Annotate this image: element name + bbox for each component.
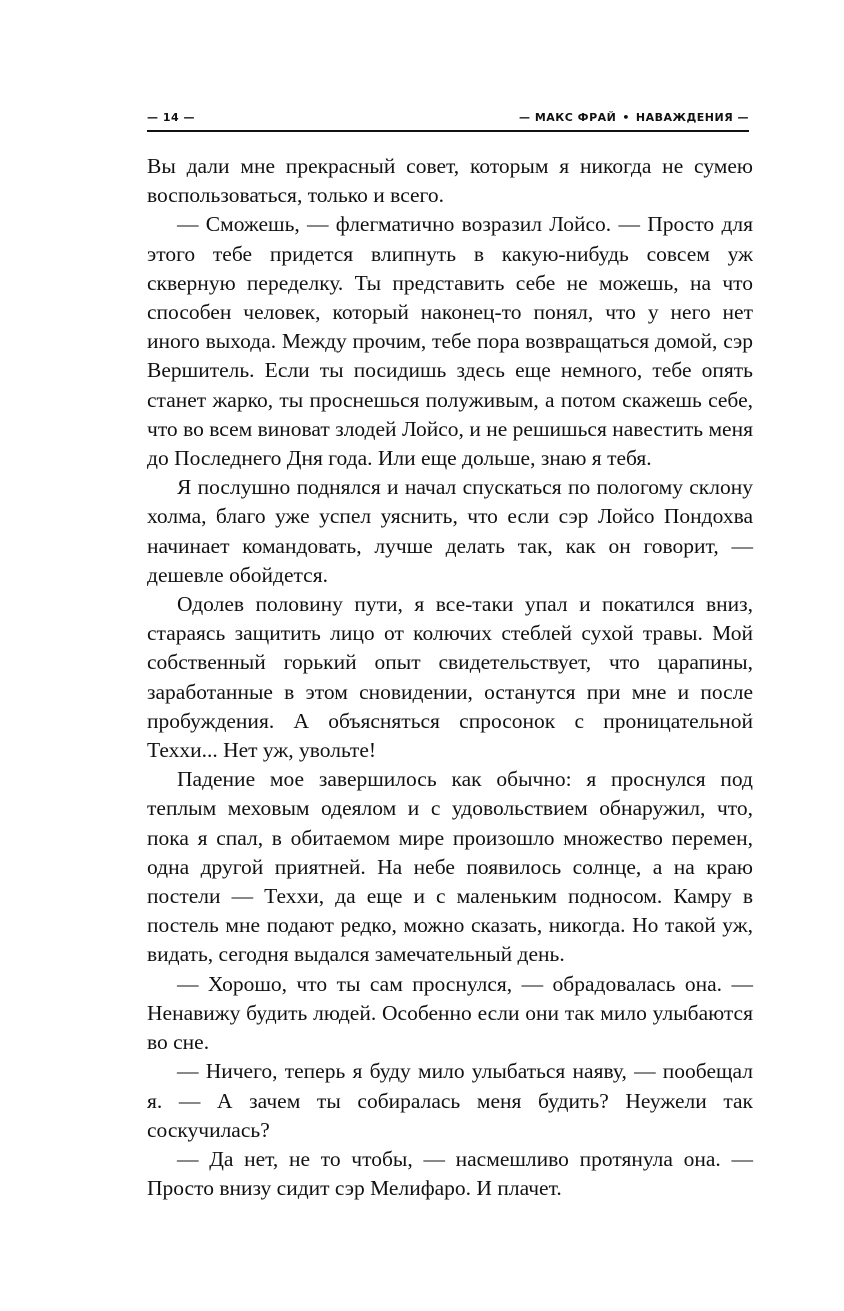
paragraph: Падение мое завершилось как обычно: я проснулся под теплым меховым одеялом и с удовольствием обнаружил, что, пока я спал, в обитаемом мире произошло множество перемен, одна другой приятней. На небе появилось солнце, а на краю постели — Теххи, да еще и с маленьким подносом. Камру в постель мне подают редко, можно сказать, никогда. Но такой уж, видать, сегодня выдался замечательный день.: [147, 767, 753, 967]
paragraph: — Ничего, теперь я буду мило улыбаться наяву, — пообещал я. — А зачем ты собиралась меня будить? Неужели так соскучилась?: [147, 1059, 753, 1142]
book-title: НАВАЖДЕНИЯ —: [635, 110, 749, 124]
page-number: — 14 —: [147, 110, 195, 124]
body-text: [147, 152, 753, 1203]
running-header: [147, 108, 749, 126]
paragraph: — Да нет, не то чтобы, — насмешливо протянула она. — Просто внизу сидит сэр Мелифаро. И плачет.: [147, 1146, 753, 1201]
paragraph-continued: Вы дали мне прекрасный совет, которым я никогда не сумею воспользоваться, только и всего.: [147, 154, 753, 208]
running-title: [519, 111, 749, 124]
paragraph: Я послушно поднялся и начал спускаться по пологому склону холма, благо уже успел уяснить, что если сэр Лойсо Пондохва начинает командовать, лучше делать так, как он говорит, — дешевле обойдется.: [147, 475, 753, 587]
header-rule: [147, 130, 749, 132]
author-name: — МАКС ФРАЙ: [518, 110, 617, 124]
paragraph: Одолев половину пути, я все-таки упал и покатился вниз, стараясь защитить лицо от колючих стеблей сухой травы. Мой собственный горький опыт свидетельствует, что царапины, заработанные в этом сновидении, останутся при мне и после пробуждения. А объясняться спросонок с проницательной Теххи... Нет уж, увольте!: [147, 592, 753, 763]
title-separator: •: [622, 110, 630, 124]
paragraph: — Хорошо, что ты сам проснулся, — обрадовалась она. — Ненавижу будить людей. Особенно если они так мило улыбаются во сне.: [147, 971, 753, 1055]
paragraph: — Сможешь, — флегматично возразил Лойсо. — Просто для этого тебе придется влипнуть в какую-нибудь совсем уж скверную переделку. Ты представить себе не можешь, на что способен человек, который наконец-то понял, что у него нет иного выхода. Между прочим, тебе пора возвращаться домой, сэр Вершитель. Если ты посидишь здесь еще немного, тебе опять станет жарко, ты проснешься полуживым, а потом скажешь себе, что во всем виноват злодей Лойсо, и не решишься навестить меня до Последнего Дня года. Или еще дольше, знаю я тебя.: [147, 212, 753, 471]
